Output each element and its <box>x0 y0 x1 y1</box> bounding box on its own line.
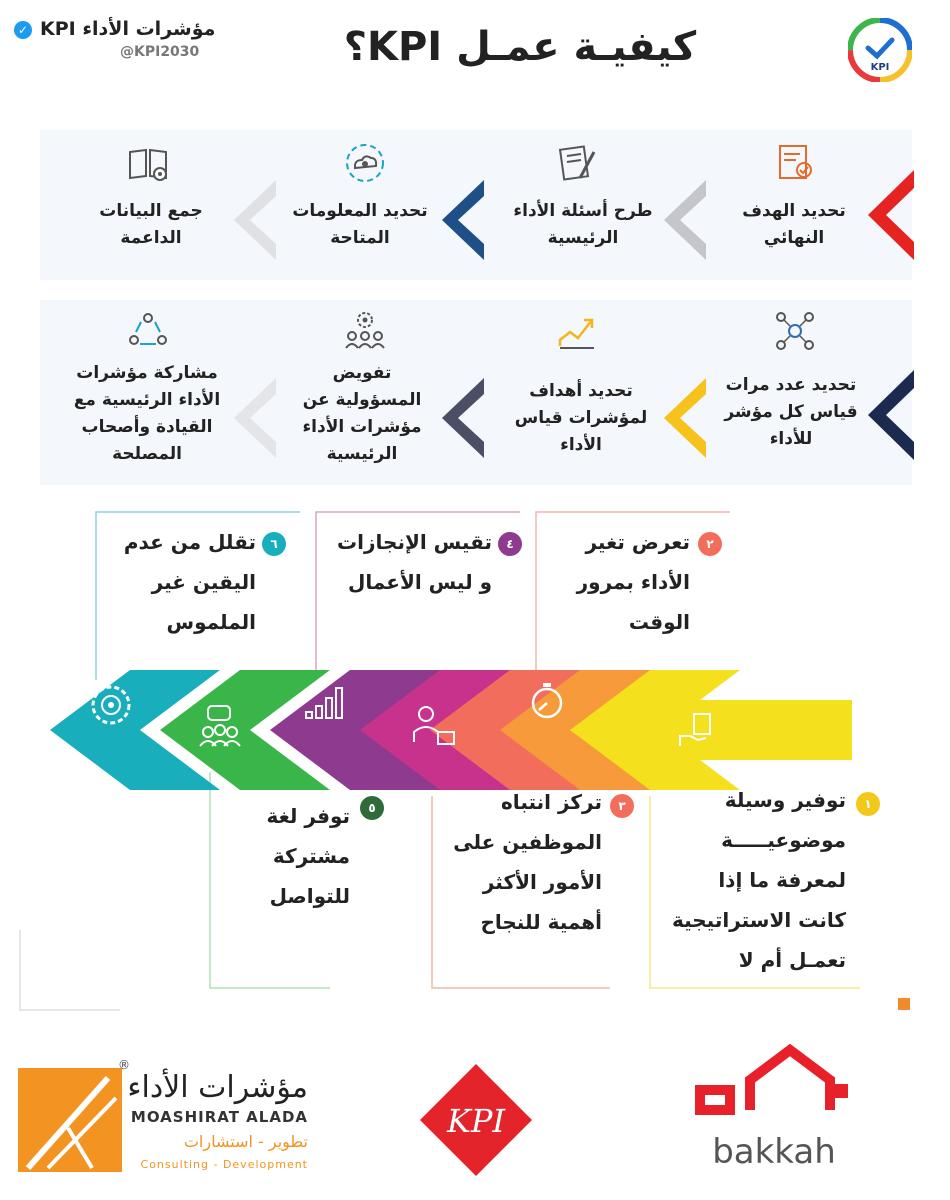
account-handle[interactable]: @KPI2030 <box>120 44 200 60</box>
account-name[interactable]: مؤشرات الأداء KPI <box>40 18 216 40</box>
benefit-1-number: ١ <box>856 792 880 816</box>
verified-badge-icon: ✓ <box>14 21 32 39</box>
kpi-logo-text: KPI <box>870 62 890 73</box>
book-gear-icon <box>127 142 169 184</box>
benefit-1-text: توفير وسيلة موضوعيـــــة لمعرفة ما إذا كانت الاستراتيجية تعمـل أم لا <box>671 788 846 972</box>
chevron-pale-icon <box>232 378 278 458</box>
moashirat-logo-icon <box>18 1068 122 1172</box>
benefit-5-text: توفر لغة مشتركة للتواصل <box>266 804 350 908</box>
brain-gear-icon <box>86 680 136 730</box>
moashirat-tagline-arabic: تطوير - استشارات <box>183 1132 308 1151</box>
chevron-yellow-icon <box>662 378 708 458</box>
registered-mark: ® <box>118 1058 130 1072</box>
benefit-4-text: تقيس الإنجازات و ليس الأعمال <box>337 530 492 594</box>
corner-mark <box>898 998 910 1010</box>
step-set-targets: تحديد أهداف لمؤشرات قياس الأداء <box>514 381 648 455</box>
cloud-gear-icon <box>344 142 386 184</box>
step-measure-frequency: تحديد عدد مرات قياس كل مؤشر للأداء <box>724 375 858 449</box>
step-identify-info: تحديد المعلومات المتاحة <box>292 201 428 248</box>
stopwatch-icon <box>527 680 567 720</box>
benefit-2-text: تعرض تغير الأداء بمرور الوقت <box>576 530 690 634</box>
kpi-diamond-logo-icon <box>418 1062 534 1178</box>
network-people-icon <box>774 310 816 352</box>
kpi-logo-icon <box>848 18 912 82</box>
chevron-navy-icon <box>866 370 914 460</box>
diamond-logo-text: KPI <box>446 1102 506 1140</box>
benefit-4-number: ٤ <box>498 532 522 556</box>
benefit-6-text: تقلل من عدم اليقين غير الملموس <box>123 530 256 634</box>
chevron-blue-icon <box>440 180 486 260</box>
moashirat-english-name: MOASHIRAT ALADA <box>130 1108 308 1126</box>
svg-text:★: ★ <box>310 681 321 695</box>
benefit-6-number: ٦ <box>262 532 286 556</box>
chevron-gray-icon <box>662 180 708 260</box>
step-define-goal: تحديد الهدف النهائي <box>742 201 846 248</box>
chevron-slate-icon <box>440 378 486 458</box>
chevron-lightgray-icon <box>232 180 278 260</box>
bakkah-logo-icon <box>690 1040 860 1130</box>
goal-document-icon <box>774 142 816 184</box>
hand-document-icon <box>676 710 716 750</box>
step-ask-questions: طرح أسئلة الأداء الرئيسية <box>513 201 653 248</box>
employee-briefcase-icon <box>408 702 458 752</box>
benefit-3-text: تركز انتباه الموظفين على الأمور الأكثر أهمية للنجاح <box>453 790 602 934</box>
page-title: كيفيـة عمـل KPI؟ <box>343 24 697 70</box>
growth-chart-icon <box>556 310 598 352</box>
benefit-2-number: ٢ <box>698 532 722 556</box>
step-share: مشاركة مؤشرات الأداء الرئيسية مع القيادة وأصحاب المصلحة <box>73 363 221 464</box>
benefit-5-number: ٥ <box>360 796 384 820</box>
team-gear-icon <box>344 310 386 352</box>
chevron-red-icon <box>866 170 914 260</box>
bakkah-brand-name: bakkah <box>712 1132 836 1172</box>
questions-list-icon <box>556 142 598 184</box>
sharing-people-icon <box>127 310 169 352</box>
step-collect-data: جمع البيانات الداعمة <box>99 201 203 248</box>
moashirat-arabic-name: مؤشرات الأداء <box>127 1070 308 1105</box>
step-delegate: تفويض المسؤولية عن مؤشرات الأداء الرئيسية <box>302 363 422 464</box>
moashirat-tagline-english: Consulting - Development <box>140 1158 308 1171</box>
benefit-3-number: ٣ <box>610 794 634 818</box>
team-chat-icon <box>196 702 244 750</box>
achievement-bars-icon <box>300 676 348 724</box>
